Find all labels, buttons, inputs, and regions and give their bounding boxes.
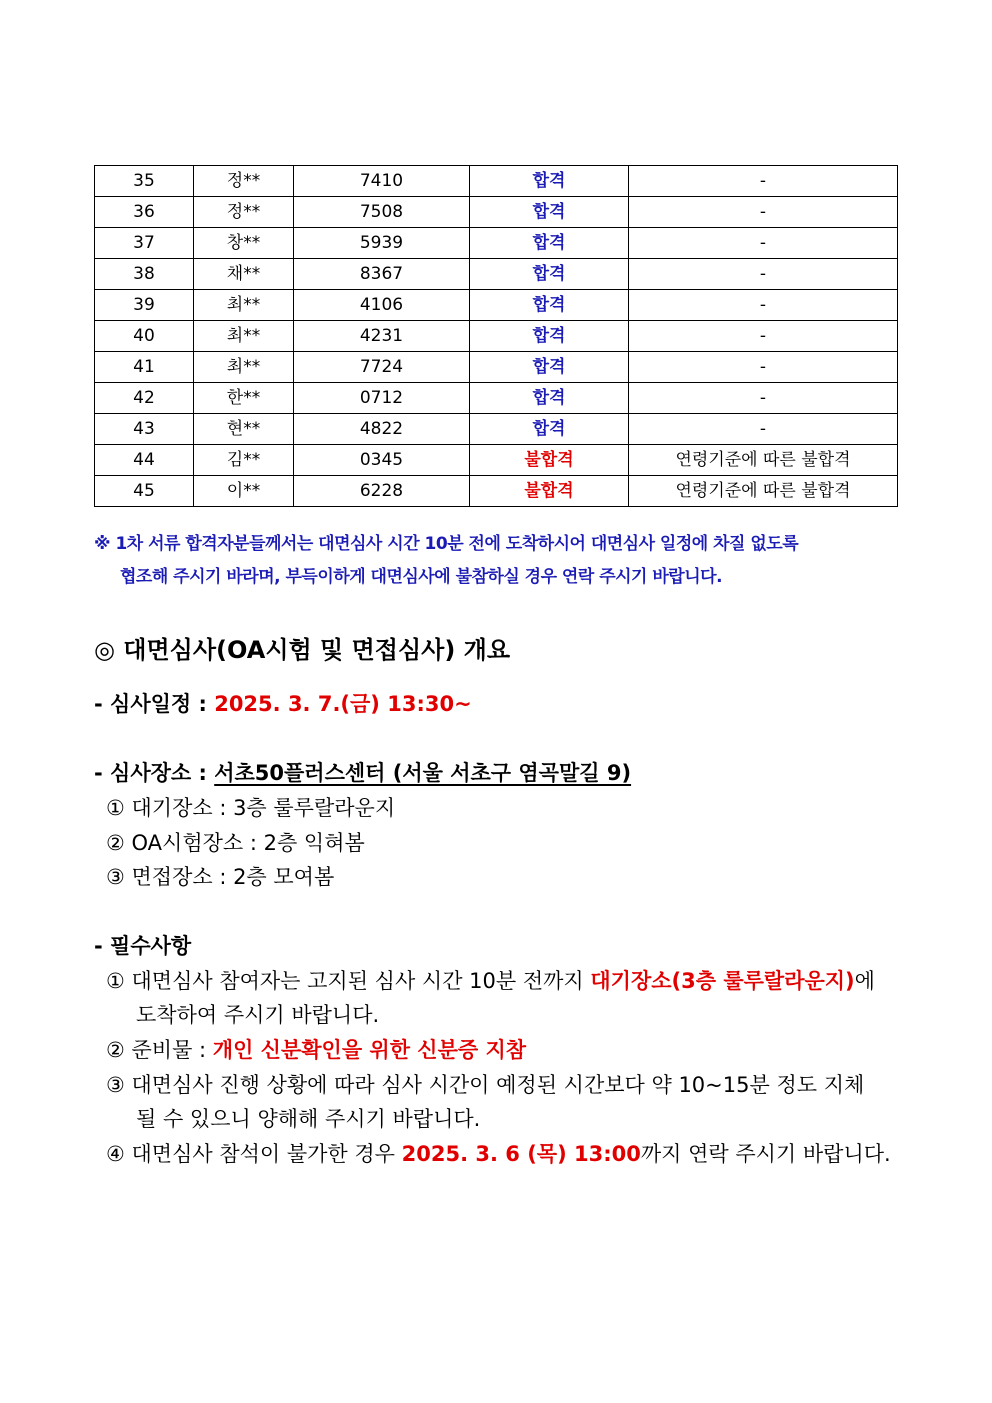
row-note-cell: - <box>629 197 898 228</box>
row-id-cell: 7508 <box>294 197 470 228</box>
requirement-item-3: ③ 대면심사 진행 상황에 따라 심사 시간이 예정된 시간보다 약 10~15분 정도 지체 <box>106 1073 865 1097</box>
row-name-cell: 최** <box>194 321 294 352</box>
table-row <box>95 197 898 228</box>
row-number-cell: 42 <box>95 383 194 414</box>
row-id-cell: 5939 <box>294 228 470 259</box>
row-id-cell: 4231 <box>294 321 470 352</box>
row-number-cell: 45 <box>95 476 194 507</box>
table-row <box>95 476 898 507</box>
table-row <box>95 290 898 321</box>
section-title: ◎ 대면심사(OA시험 및 면접심사) 개요 <box>94 636 511 664</box>
row-name-cell: 최** <box>194 352 294 383</box>
requirement-item-1 <box>106 965 875 995</box>
requirements-label: - 필수사항 <box>94 934 192 958</box>
row-result-cell: 불합격 <box>470 476 629 507</box>
row-note-cell: - <box>629 321 898 352</box>
table-row <box>95 383 898 414</box>
requirement-3-continuation: 될 수 있으니 양해해 주시기 바랍니다. <box>136 1107 481 1131</box>
row-number-cell: 41 <box>95 352 194 383</box>
requirement-1-text: ① 대면심사 참여자는 고지된 심사 시간 10분 전까지 <box>106 969 591 993</box>
row-id-cell: 4822 <box>294 414 470 445</box>
row-number-cell: 36 <box>95 197 194 228</box>
row-note-cell: - <box>629 414 898 445</box>
requirement-4-suffix: 까지 연락 주시기 바랍니다. <box>640 1142 891 1166</box>
row-result-cell: 합격 <box>470 259 629 290</box>
row-name-cell: 채** <box>194 259 294 290</box>
venue-item-interview: ③ 면접장소 : 2층 모여봄 <box>106 865 335 889</box>
row-note-cell: - <box>629 290 898 321</box>
row-id-cell: 0712 <box>294 383 470 414</box>
table-row <box>95 445 898 476</box>
row-name-cell: 김** <box>194 445 294 476</box>
requirement-item-4 <box>106 1138 891 1168</box>
requirement-4-highlight: 2025. 3. 6 (목) 13:00 <box>401 1142 641 1166</box>
schedule-value: 2025. 3. 7.(금) 13:30~ <box>214 692 472 716</box>
venue-line <box>94 757 631 787</box>
row-result-cell: 합격 <box>470 228 629 259</box>
row-number-cell: 35 <box>95 166 194 197</box>
requirement-1-continuation: 도착하여 주시기 바랍니다. <box>136 1003 380 1027</box>
requirement-item-2 <box>106 1034 526 1064</box>
row-note-cell: - <box>629 383 898 414</box>
row-note-cell: - <box>629 352 898 383</box>
requirement-1-highlight: 대기장소(3층 룰루랄라운지) <box>590 969 855 993</box>
requirement-2-highlight: 개인 신분확인을 위한 신분증 지참 <box>212 1038 527 1062</box>
venue-value: 서초50플러스센터 (서울 서초구 염곡말길 9) <box>214 761 632 785</box>
schedule-line <box>94 688 472 718</box>
venue-item-oa-exam: ② OA시험장소 : 2층 익혀봄 <box>106 831 365 855</box>
requirement-1-suffix: 에 <box>854 969 875 993</box>
row-id-cell: 6228 <box>294 476 470 507</box>
row-id-cell: 7410 <box>294 166 470 197</box>
row-name-cell: 창** <box>194 228 294 259</box>
row-note-cell: - <box>629 228 898 259</box>
row-number-cell: 43 <box>95 414 194 445</box>
table-row <box>95 228 898 259</box>
row-result-cell: 합격 <box>470 352 629 383</box>
row-name-cell: 이** <box>194 476 294 507</box>
row-note-cell: 연령기준에 따른 불합격 <box>629 445 898 476</box>
row-note-cell: - <box>629 259 898 290</box>
row-result-cell: 불합격 <box>470 445 629 476</box>
notice-line-2: 협조해 주시기 바라며, 부득이하게 대면심사에 불참하실 경우 연락 주시기 바랍니다. <box>120 567 723 587</box>
table-row <box>95 259 898 290</box>
row-note-cell: 연령기준에 따른 불합격 <box>629 476 898 507</box>
notice-line-1: ※ 1차 서류 합격자분들께서는 대면심사 시간 10분 전에 도착하시어 대면심사 일정에 차질 없도록 <box>94 534 799 554</box>
results-table <box>94 165 898 507</box>
row-number-cell: 39 <box>95 290 194 321</box>
schedule-label: - 심사일정 : <box>94 692 215 716</box>
row-id-cell: 0345 <box>294 445 470 476</box>
row-name-cell: 최** <box>194 290 294 321</box>
requirement-4-text: ④ 대면심사 참석이 불가한 경우 <box>106 1142 402 1166</box>
row-number-cell: 37 <box>95 228 194 259</box>
row-id-cell: 8367 <box>294 259 470 290</box>
row-note-cell: - <box>629 166 898 197</box>
requirement-2-text: ② 준비물 : <box>106 1038 213 1062</box>
notice-text <box>94 528 914 594</box>
row-name-cell: 한** <box>194 383 294 414</box>
results-table-body <box>95 166 898 507</box>
row-result-cell: 합격 <box>470 383 629 414</box>
row-result-cell: 합격 <box>470 290 629 321</box>
venue-item-waiting: ① 대기장소 : 3층 룰루랄라운지 <box>106 796 396 820</box>
row-name-cell: 정** <box>194 197 294 228</box>
row-result-cell: 합격 <box>470 197 629 228</box>
row-name-cell: 현** <box>194 414 294 445</box>
row-number-cell: 38 <box>95 259 194 290</box>
venue-label: - 심사장소 : <box>94 761 215 785</box>
table-row <box>95 166 898 197</box>
row-number-cell: 40 <box>95 321 194 352</box>
table-row <box>95 414 898 445</box>
table-row <box>95 352 898 383</box>
row-id-cell: 4106 <box>294 290 470 321</box>
row-name-cell: 정** <box>194 166 294 197</box>
row-result-cell: 합격 <box>470 166 629 197</box>
row-number-cell: 44 <box>95 445 194 476</box>
table-row <box>95 321 898 352</box>
row-result-cell: 합격 <box>470 414 629 445</box>
row-id-cell: 7724 <box>294 352 470 383</box>
row-result-cell: 합격 <box>470 321 629 352</box>
